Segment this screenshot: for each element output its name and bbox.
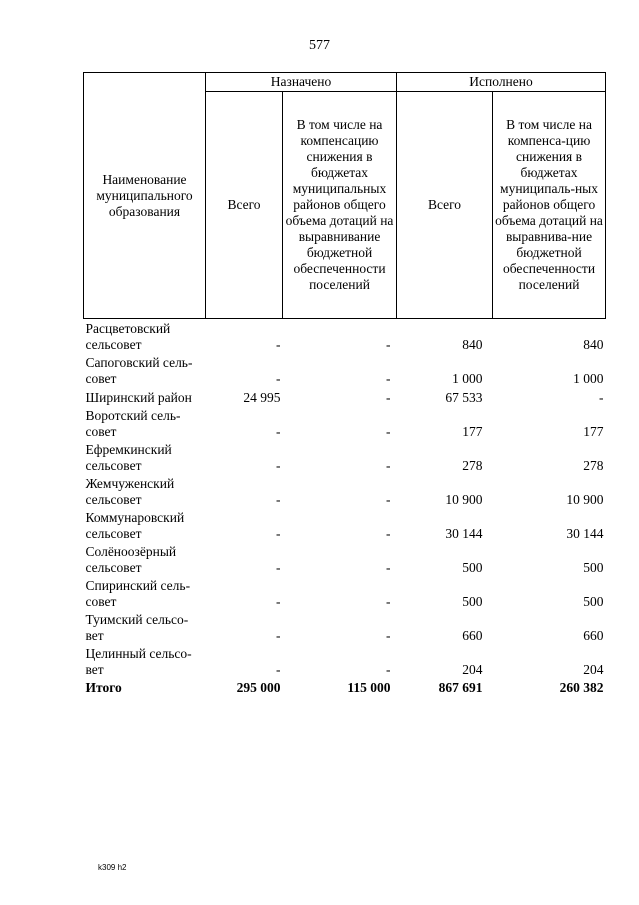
cell-assigned-total: -: [276, 560, 281, 575]
row-name: Расцветовский сельсовет: [85, 321, 171, 352]
table-row: [84, 576, 606, 610]
cell-assigned-total: -: [276, 594, 281, 609]
cell-executed-total: 500: [462, 594, 483, 609]
table-row: [84, 387, 606, 406]
cell-executed-comp: 30 144: [566, 526, 604, 541]
cell-assigned-comp: -: [386, 662, 391, 677]
cell-executed-comp: 278: [583, 458, 604, 473]
table-row: [84, 440, 606, 474]
cell-assigned-total: -: [276, 337, 281, 352]
cell-executed-comp: 500: [583, 594, 604, 609]
cell-executed-total: 204: [462, 662, 483, 677]
table-row: [84, 610, 606, 644]
cell-assigned-total: -: [276, 526, 281, 541]
cell-executed-total: 500: [462, 560, 483, 575]
row-name: Коммунаровский сельсовет: [85, 510, 185, 541]
row-name: Спиринский сель-совет: [85, 578, 191, 609]
cell-assigned-total: -: [276, 371, 281, 386]
cell-executed-comp: 10 900: [566, 492, 604, 507]
header-assigned-comp: В том числе на компенсацию снижения в бюджетах муниципальных районов общего объема дотаций на выравнивание бюджетной обеспеченности поселений: [283, 92, 397, 319]
cell-executed-comp: 500: [583, 560, 604, 575]
cell-assigned-comp: -: [386, 424, 391, 439]
row-name: Туимский сельсо-вет: [85, 612, 189, 643]
cell-executed-comp: 840: [583, 337, 604, 352]
cell-assigned-comp: -: [386, 371, 391, 386]
total-assigned-total: 295 000: [236, 680, 281, 695]
cell-executed-comp: 204: [583, 662, 604, 677]
table-row: [84, 353, 606, 387]
cell-assigned-comp: -: [386, 337, 391, 352]
table-row: [84, 406, 606, 440]
total-row: [84, 678, 606, 698]
header-assigned-total: Всего: [206, 92, 283, 319]
budget-table: [83, 72, 606, 698]
cell-assigned-total: -: [276, 458, 281, 473]
table-row: [84, 542, 606, 576]
row-name: Целинный сельсо-вет: [85, 646, 192, 677]
header-executed-comp: В том числе на компенса-цию снижения в бюджетах муниципаль-ных районов общего объема дотаций на выравнива-ние бюджетной обеспеченности поселений: [493, 92, 606, 319]
row-name: Ширинский район: [85, 390, 192, 405]
cell-executed-total: 278: [462, 458, 483, 473]
cell-executed-total: 67 533: [445, 390, 483, 405]
row-name: Сапоговский сель-совет: [85, 355, 193, 386]
cell-executed-total: 1 000: [452, 371, 483, 386]
cell-executed-total: 30 144: [445, 526, 483, 541]
table-row: [84, 644, 606, 678]
cell-assigned-comp: -: [386, 594, 391, 609]
cell-assigned-total: 24 995: [243, 390, 281, 405]
table-row: [84, 474, 606, 508]
total-assigned-comp: 115 000: [347, 680, 391, 695]
row-name: Ефремкинский сельсовет: [85, 442, 172, 473]
header-executed-group: Исполнено: [397, 73, 606, 92]
table-row: [84, 508, 606, 542]
row-name: Воротский сель-совет: [85, 408, 181, 439]
page-number: 577: [309, 38, 330, 53]
total-executed-comp: 260 382: [559, 680, 604, 695]
cell-assigned-comp: -: [386, 458, 391, 473]
cell-assigned-comp: -: [386, 526, 391, 541]
row-name: Солёноозёрный сельсовет: [85, 544, 177, 575]
cell-assigned-total: -: [276, 662, 281, 677]
footer-code: k309 h2: [98, 863, 127, 872]
cell-assigned-total: -: [276, 424, 281, 439]
cell-executed-comp: 1 000: [573, 371, 604, 386]
cell-assigned-comp: -: [386, 628, 391, 643]
cell-executed-comp: 660: [583, 628, 604, 643]
cell-assigned-total: -: [276, 492, 281, 507]
total-label: Итого: [85, 680, 122, 695]
total-executed-total: 867 691: [438, 680, 483, 695]
cell-executed-comp: 177: [583, 424, 604, 439]
cell-executed-total: 177: [462, 424, 483, 439]
header-executed-total: Всего: [397, 92, 493, 319]
cell-assigned-comp: -: [386, 492, 391, 507]
row-name: Жемчуженский сельсовет: [85, 476, 175, 507]
cell-executed-comp: -: [599, 390, 604, 405]
cell-executed-total: 840: [462, 337, 483, 352]
header-assigned-group: Назначено: [206, 73, 397, 92]
cell-executed-total: 10 900: [445, 492, 483, 507]
cell-assigned-comp: -: [386, 560, 391, 575]
header-name: Наименование муниципального образования: [84, 73, 206, 319]
cell-assigned-total: -: [276, 628, 281, 643]
cell-executed-total: 660: [462, 628, 483, 643]
cell-assigned-comp: -: [386, 390, 391, 405]
table-row: [84, 319, 606, 354]
